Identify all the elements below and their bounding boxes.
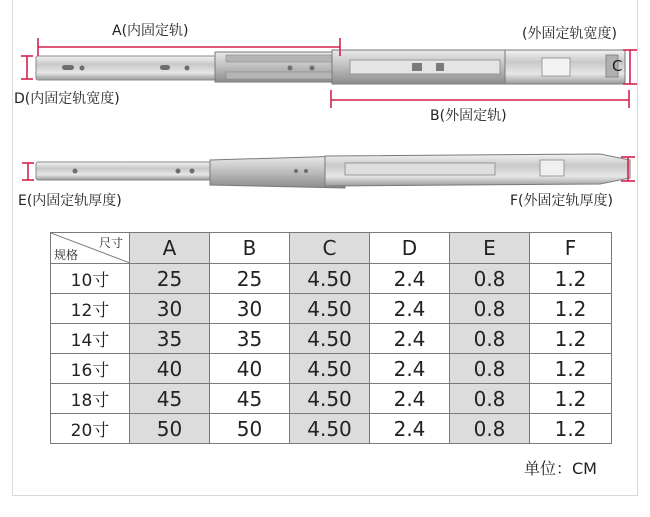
value-cell-a: 45 <box>130 384 210 414</box>
table-row <box>51 354 612 384</box>
label-a: A(内固定轨) <box>112 23 189 39</box>
value-cell-f: 1.2 <box>530 354 612 384</box>
value-cell-b: 30 <box>210 294 290 324</box>
value-cell-c: 4.50 <box>290 354 370 384</box>
row-size-cell: 12寸 <box>51 294 130 324</box>
value-cell-a: 30 <box>130 294 210 324</box>
column-header-c: C <box>290 233 370 264</box>
value-cell-b: 35 <box>210 324 290 354</box>
bottom-rail <box>36 154 630 188</box>
unit-label: 单位：CM <box>524 459 597 478</box>
value-cell-b: 25 <box>210 264 290 294</box>
table-row <box>51 324 612 354</box>
value-cell-b: 50 <box>210 414 290 444</box>
table-corner-cell <box>51 233 130 264</box>
value-cell-c: 4.50 <box>290 324 370 354</box>
row-size-cell: 16寸 <box>51 354 130 384</box>
value-cell-d: 2.4 <box>370 264 450 294</box>
value-cell-c: 4.50 <box>290 264 370 294</box>
column-header-b: B <box>210 233 290 264</box>
value-cell-e: 0.8 <box>450 264 530 294</box>
value-cell-f: 1.2 <box>530 384 612 414</box>
spec-table <box>50 232 612 444</box>
value-cell-e: 0.8 <box>450 414 530 444</box>
top-rail <box>36 50 625 84</box>
label-d: D(内固定轨宽度) <box>14 91 120 107</box>
value-cell-f: 1.2 <box>530 414 612 444</box>
value-cell-c: 4.50 <box>290 414 370 444</box>
value-cell-e: 0.8 <box>450 294 530 324</box>
value-cell-c: 4.50 <box>290 384 370 414</box>
value-cell-e: 0.8 <box>450 384 530 414</box>
table-row <box>51 264 612 294</box>
table-header-row <box>51 233 612 264</box>
column-header-a: A <box>130 233 210 264</box>
value-cell-d: 2.4 <box>370 384 450 414</box>
value-cell-a: 40 <box>130 354 210 384</box>
frame-bottom-line <box>12 495 638 496</box>
row-size-cell: 18寸 <box>51 384 130 414</box>
row-size-cell: 20寸 <box>51 414 130 444</box>
label-b: B(外固定轨) <box>430 108 507 124</box>
label-e: E(内固定轨厚度) <box>18 193 122 209</box>
label-c-desc: (外固定轨宽度) <box>522 26 617 42</box>
value-cell-d: 2.4 <box>370 294 450 324</box>
value-cell-d: 2.4 <box>370 414 450 444</box>
value-cell-f: 1.2 <box>530 264 612 294</box>
row-size-cell: 14寸 <box>51 324 130 354</box>
value-cell-a: 25 <box>130 264 210 294</box>
table-row <box>51 294 612 324</box>
value-cell-f: 1.2 <box>530 294 612 324</box>
value-cell-b: 40 <box>210 354 290 384</box>
column-header-d: D <box>370 233 450 264</box>
value-cell-f: 1.2 <box>530 324 612 354</box>
corner-size-label: 尺寸 <box>98 236 123 250</box>
table-row <box>51 384 612 414</box>
value-cell-d: 2.4 <box>370 324 450 354</box>
value-cell-a: 35 <box>130 324 210 354</box>
label-c: C <box>612 57 623 75</box>
label-f: F(外固定轨厚度) <box>510 193 613 209</box>
value-cell-d: 2.4 <box>370 354 450 384</box>
column-header-e: E <box>450 233 530 264</box>
corner-spec-label: 规格 <box>54 248 79 262</box>
table-row <box>51 414 612 444</box>
value-cell-e: 0.8 <box>450 354 530 384</box>
value-cell-c: 4.50 <box>290 294 370 324</box>
row-size-cell: 10寸 <box>51 264 130 294</box>
value-cell-b: 45 <box>210 384 290 414</box>
value-cell-e: 0.8 <box>450 324 530 354</box>
value-cell-a: 50 <box>130 414 210 444</box>
column-header-f: F <box>530 233 612 264</box>
